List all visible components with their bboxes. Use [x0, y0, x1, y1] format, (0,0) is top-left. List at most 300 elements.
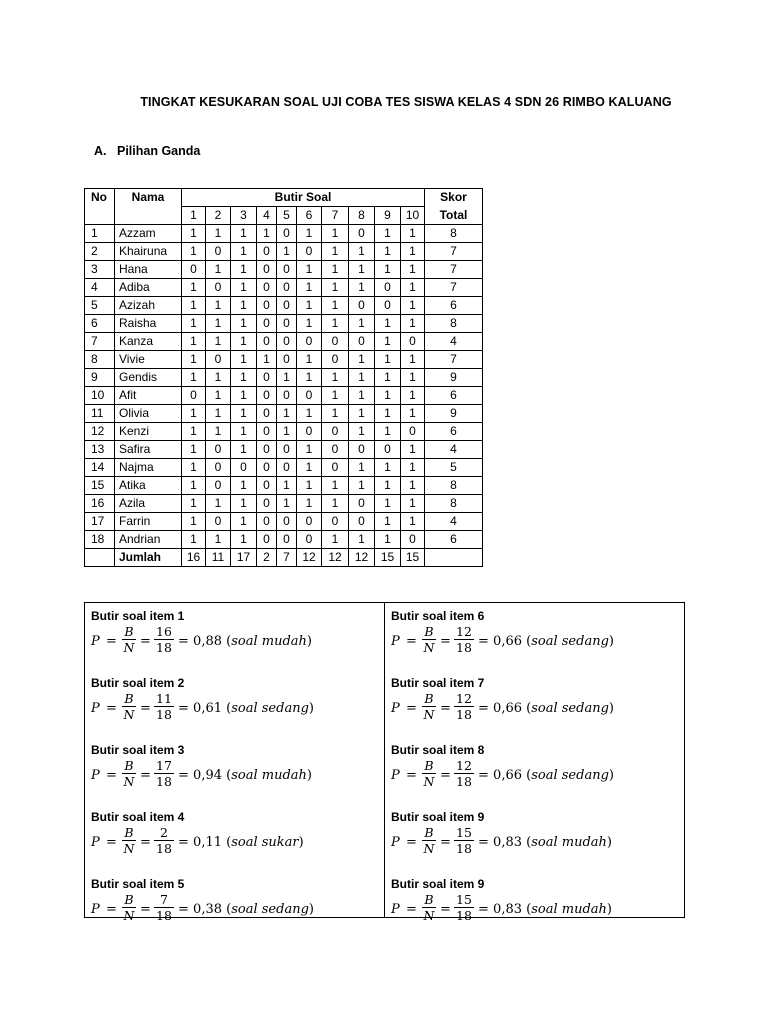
answer-cell: 0	[349, 513, 375, 531]
difficulty-value: 0,66	[493, 701, 522, 716]
equals-sign: =	[440, 701, 451, 716]
answer-cell: 1	[297, 477, 322, 495]
answer-cell: 0	[257, 513, 277, 531]
formula-heading: Butir soal item 8	[391, 743, 485, 757]
answer-cell: 0	[257, 495, 277, 513]
score-total: 8	[425, 315, 483, 333]
score-total: 8	[425, 477, 483, 495]
answer-cell: 1	[182, 513, 206, 531]
answer-cell: 1	[297, 351, 322, 369]
answer-cell: 0	[257, 243, 277, 261]
table-row	[85, 261, 483, 279]
formula-heading: Butir soal item 4	[91, 810, 185, 824]
answer-cell: 0	[206, 279, 231, 297]
fraction-denominator: 18	[156, 707, 172, 722]
formula-item	[391, 810, 681, 861]
answer-cell: 1	[401, 459, 425, 477]
fraction-values	[454, 691, 474, 722]
answer-cell: 0	[257, 279, 277, 297]
answer-cell: 1	[401, 495, 425, 513]
answer-cell: 0	[257, 405, 277, 423]
score-total: 4	[425, 513, 483, 531]
answer-cell: 0	[375, 279, 401, 297]
answer-cell: 1	[375, 261, 401, 279]
fraction-numerator: B	[424, 624, 434, 639]
item-number-header: 8	[349, 207, 375, 225]
jumlah-cell: 12	[349, 549, 375, 567]
answer-cell: 1	[401, 315, 425, 333]
row-number: 11	[85, 405, 115, 423]
equals-sign: =	[178, 902, 189, 917]
equals-sign: =	[106, 835, 117, 850]
fraction-denominator: N	[123, 640, 135, 655]
answer-cell: 0	[349, 297, 375, 315]
fraction-values	[454, 825, 474, 856]
answer-cell: 1	[401, 477, 425, 495]
answer-cell: 0	[277, 531, 297, 549]
difficulty-value: 0,61	[193, 701, 222, 716]
equals-sign: =	[478, 634, 489, 649]
fraction-denominator: 18	[156, 774, 172, 789]
difficulty-equation	[391, 825, 681, 861]
row-number: 1	[85, 225, 115, 243]
answer-cell: 1	[375, 369, 401, 387]
answer-cell: 1	[322, 261, 349, 279]
fraction-numerator: B	[424, 825, 434, 840]
equals-sign: =	[178, 835, 189, 850]
fraction-b-over-n	[122, 758, 136, 789]
result-expression: = 0,83 (soal mudah)	[478, 902, 612, 917]
formula-heading: Butir soal item 3	[91, 743, 185, 757]
answer-cell: 1	[277, 477, 297, 495]
score-total: 8	[425, 495, 483, 513]
answer-cell: 0	[206, 459, 231, 477]
difficulty-value: 0,83	[493, 835, 522, 850]
fraction-numerator: 7	[160, 892, 168, 907]
answer-cell: 1	[401, 387, 425, 405]
fraction-values	[454, 892, 474, 923]
row-number: 8	[85, 351, 115, 369]
equals-sign: =	[106, 634, 117, 649]
difficulty-equation	[91, 892, 381, 928]
answer-cell: 1	[182, 405, 206, 423]
page-title: TINGKAT KESUKARAN SOAL UJI COBA TES SISWA KELAS 4 SDN 26 RIMBO KALUANG	[140, 95, 672, 109]
answer-cell: 1	[375, 225, 401, 243]
difficulty-equation	[91, 691, 381, 727]
difficulty-category: soal mudah	[231, 768, 307, 783]
result-expression: = 0,66 (soal sedang)	[478, 634, 614, 649]
answer-cell: 1	[297, 441, 322, 459]
fraction-numerator: B	[124, 691, 134, 706]
row-number: 18	[85, 531, 115, 549]
answer-cell: 1	[231, 297, 257, 315]
fraction-values	[454, 758, 474, 789]
answer-cell: 1	[182, 459, 206, 477]
formula-item	[391, 676, 681, 727]
table-row	[85, 477, 483, 495]
answer-cell: 0	[277, 315, 297, 333]
fraction-values	[154, 691, 174, 722]
answer-cell: 1	[297, 495, 322, 513]
answer-cell: 1	[182, 423, 206, 441]
answer-cell: 1	[231, 369, 257, 387]
fraction-numerator: B	[124, 825, 134, 840]
score-table	[84, 188, 483, 567]
fraction-b-over-n	[122, 691, 136, 722]
student-name: Adiba	[115, 279, 182, 297]
fraction-b-over-n	[122, 825, 136, 856]
answer-cell: 1	[182, 225, 206, 243]
answer-cell: 1	[349, 459, 375, 477]
header-nama: Nama	[115, 189, 182, 225]
answer-cell: 1	[231, 423, 257, 441]
answer-cell: 1	[182, 351, 206, 369]
answer-cell: 1	[182, 279, 206, 297]
fraction-b-over-n	[422, 825, 436, 856]
score-total: 7	[425, 351, 483, 369]
answer-cell: 0	[401, 531, 425, 549]
answer-cell: 1	[349, 315, 375, 333]
row-number: 12	[85, 423, 115, 441]
score-total: 4	[425, 441, 483, 459]
answer-cell: 1	[297, 261, 322, 279]
answer-cell: 0	[257, 297, 277, 315]
answer-cell: 1	[401, 297, 425, 315]
equals-sign: =	[106, 902, 117, 917]
item-number-header: 6	[297, 207, 322, 225]
fraction-b-over-n	[422, 892, 436, 923]
fraction-b-over-n	[122, 624, 136, 655]
equals-sign: =	[140, 634, 151, 649]
item-number-header: 3	[231, 207, 257, 225]
answer-cell: 1	[231, 495, 257, 513]
answer-cell: 1	[277, 423, 297, 441]
difficulty-value: 0,83	[493, 902, 522, 917]
equals-sign: =	[440, 835, 451, 850]
fraction-denominator: 18	[156, 640, 172, 655]
difficulty-category: soal sedang	[531, 768, 609, 783]
answer-cell: 0	[206, 243, 231, 261]
answer-cell: 1	[231, 243, 257, 261]
table-row	[85, 405, 483, 423]
answer-cell: 0	[297, 243, 322, 261]
jumlah-cell: 16	[182, 549, 206, 567]
answer-cell: 1	[401, 279, 425, 297]
score-total: 6	[425, 297, 483, 315]
difficulty-category: soal mudah	[531, 835, 607, 850]
answer-cell: 1	[401, 261, 425, 279]
answer-cell: 1	[182, 369, 206, 387]
item-number-header: 2	[206, 207, 231, 225]
fraction-values	[154, 892, 174, 923]
fraction-b-over-n	[422, 758, 436, 789]
answer-cell: 1	[277, 243, 297, 261]
jumlah-cell: 12	[297, 549, 322, 567]
table-row	[85, 495, 483, 513]
answer-cell: 1	[322, 225, 349, 243]
difficulty-equation	[391, 691, 681, 727]
header-skor: Skor	[425, 189, 483, 207]
fraction-numerator: B	[424, 758, 434, 773]
answer-cell: 1	[375, 423, 401, 441]
result-expression: = 0,66 (soal sedang)	[478, 768, 614, 783]
fraction-denominator: 18	[456, 841, 472, 856]
answer-cell: 0	[349, 225, 375, 243]
answer-cell: 1	[231, 441, 257, 459]
difficulty-category: soal sukar	[231, 835, 299, 850]
section-label: Pilihan Ganda	[117, 144, 201, 158]
answer-cell: 1	[206, 423, 231, 441]
answer-cell: 0	[277, 459, 297, 477]
fraction-denominator: N	[123, 908, 135, 923]
jumlah-blank	[85, 549, 115, 567]
difficulty-value: 0,88	[193, 634, 222, 649]
row-number: 13	[85, 441, 115, 459]
student-name: Khairuna	[115, 243, 182, 261]
item-number-header: 9	[375, 207, 401, 225]
formula-heading: Butir soal item 1	[91, 609, 185, 623]
equals-sign: =	[106, 701, 117, 716]
answer-cell: 0	[322, 441, 349, 459]
equals-sign: =	[140, 768, 151, 783]
answer-cell: 0	[322, 423, 349, 441]
row-number: 9	[85, 369, 115, 387]
answer-cell: 1	[182, 297, 206, 315]
answer-cell: 1	[206, 369, 231, 387]
answer-cell: 1	[182, 531, 206, 549]
student-name: Azila	[115, 495, 182, 513]
answer-cell: 1	[322, 531, 349, 549]
answer-cell: 0	[257, 387, 277, 405]
answer-cell: 1	[206, 405, 231, 423]
answer-cell: 1	[375, 477, 401, 495]
answer-cell: 0	[277, 261, 297, 279]
answer-cell: 1	[231, 333, 257, 351]
result-expression: = 0,38 (soal sedang)	[178, 902, 314, 917]
answer-cell: 0	[322, 333, 349, 351]
row-number: 7	[85, 333, 115, 351]
equals-sign: =	[406, 701, 417, 716]
answer-cell: 1	[401, 513, 425, 531]
table-row	[85, 279, 483, 297]
student-name: Afit	[115, 387, 182, 405]
fraction-denominator: 18	[456, 707, 472, 722]
table-row	[85, 315, 483, 333]
answer-cell: 1	[257, 225, 277, 243]
answer-cell: 1	[349, 477, 375, 495]
answer-cell: 1	[322, 477, 349, 495]
answer-cell: 0	[401, 423, 425, 441]
answer-cell: 1	[297, 369, 322, 387]
answer-cell: 1	[231, 531, 257, 549]
difficulty-category: soal sedang	[531, 701, 609, 716]
fraction-numerator: 12	[456, 624, 472, 639]
answer-cell: 1	[375, 333, 401, 351]
answer-cell: 1	[277, 495, 297, 513]
formula-heading: Butir soal item 5	[91, 877, 185, 891]
score-total: 4	[425, 333, 483, 351]
fraction-values	[454, 624, 474, 655]
jumlah-cell: 17	[231, 549, 257, 567]
p-symbol: P	[91, 902, 100, 917]
answer-cell: 1	[349, 261, 375, 279]
formula-item	[391, 609, 681, 660]
answer-cell: 1	[322, 315, 349, 333]
answer-cell: 0	[297, 387, 322, 405]
table-row	[85, 531, 483, 549]
formula-heading: Butir soal item 6	[391, 609, 485, 623]
answer-cell: 1	[206, 495, 231, 513]
answer-cell: 0	[277, 387, 297, 405]
p-symbol: P	[391, 701, 400, 716]
score-total: 6	[425, 387, 483, 405]
answer-cell: 0	[182, 261, 206, 279]
table-row	[85, 513, 483, 531]
difficulty-value: 0,66	[493, 768, 522, 783]
table-row	[85, 441, 483, 459]
formula-item	[91, 743, 381, 794]
result-expression: = 0,66 (soal sedang)	[478, 701, 614, 716]
answer-cell: 1	[375, 531, 401, 549]
answer-cell: 1	[401, 405, 425, 423]
formula-heading: Butir soal item 7	[391, 676, 485, 690]
equals-sign: =	[440, 768, 451, 783]
p-symbol: P	[391, 835, 400, 850]
fraction-b-over-n	[122, 892, 136, 923]
fraction-numerator: 2	[160, 825, 168, 840]
fraction-denominator: N	[123, 841, 135, 856]
answer-cell: 0	[257, 531, 277, 549]
answer-cell: 1	[231, 225, 257, 243]
fraction-numerator: 15	[456, 892, 472, 907]
item-number-header: 7	[322, 207, 349, 225]
equals-sign: =	[440, 634, 451, 649]
jumlah-cell: 15	[401, 549, 425, 567]
fraction-denominator: N	[123, 707, 135, 722]
answer-cell: 0	[257, 369, 277, 387]
header-butir-soal: Butir Soal	[182, 189, 425, 207]
fraction-numerator: B	[424, 892, 434, 907]
fraction-denominator: 18	[156, 908, 172, 923]
formula-heading: Butir soal item 9	[391, 877, 485, 891]
answer-cell: 1	[349, 243, 375, 261]
student-name: Safira	[115, 441, 182, 459]
jumlah-row	[85, 549, 483, 567]
fraction-numerator: 15	[456, 825, 472, 840]
difficulty-category: soal sedang	[531, 634, 609, 649]
score-total: 7	[425, 261, 483, 279]
score-total: 9	[425, 405, 483, 423]
result-expression: = 0,83 (soal mudah)	[478, 835, 612, 850]
formula-item	[391, 743, 681, 794]
answer-cell: 1	[322, 405, 349, 423]
item-number-header: 1	[182, 207, 206, 225]
answer-cell: 1	[322, 243, 349, 261]
formula-item	[91, 609, 381, 660]
student-name: Farrin	[115, 513, 182, 531]
equals-sign: =	[140, 835, 151, 850]
answer-cell: 1	[231, 279, 257, 297]
answer-cell: 1	[401, 369, 425, 387]
equals-sign: =	[478, 902, 489, 917]
fraction-denominator: 18	[456, 908, 472, 923]
student-name: Najma	[115, 459, 182, 477]
difficulty-equation	[91, 758, 381, 794]
answer-cell: 1	[206, 225, 231, 243]
answer-cell: 1	[375, 405, 401, 423]
fraction-numerator: B	[124, 624, 134, 639]
answer-cell: 1	[375, 315, 401, 333]
answer-cell: 1	[322, 495, 349, 513]
row-number: 16	[85, 495, 115, 513]
result-expression: = 0,94 (soal mudah)	[178, 768, 312, 783]
answer-cell: 1	[322, 279, 349, 297]
jumlah-total-blank	[425, 549, 483, 567]
formula-item	[391, 877, 681, 928]
student-name: Raisha	[115, 315, 182, 333]
formula-item	[91, 810, 381, 861]
student-name: Azizah	[115, 297, 182, 315]
answer-cell: 1	[375, 243, 401, 261]
answer-cell: 1	[231, 351, 257, 369]
p-symbol: P	[91, 634, 100, 649]
answer-cell: 1	[182, 441, 206, 459]
jumlah-cell: 15	[375, 549, 401, 567]
header-no: No	[85, 189, 115, 225]
answer-cell: 1	[182, 243, 206, 261]
difficulty-category: soal sedang	[231, 701, 309, 716]
equals-sign: =	[406, 902, 417, 917]
fraction-denominator: 18	[156, 841, 172, 856]
answer-cell: 1	[231, 405, 257, 423]
fraction-b-over-n	[422, 624, 436, 655]
answer-cell: 0	[257, 315, 277, 333]
answer-cell: 1	[206, 387, 231, 405]
row-number: 2	[85, 243, 115, 261]
p-symbol: P	[91, 835, 100, 850]
answer-cell: 0	[375, 297, 401, 315]
p-symbol: P	[391, 902, 400, 917]
score-total: 5	[425, 459, 483, 477]
section-heading	[94, 144, 200, 158]
difficulty-equation	[91, 624, 381, 660]
student-name: Vivie	[115, 351, 182, 369]
difficulty-equation	[391, 624, 681, 660]
fraction-numerator: B	[424, 691, 434, 706]
section-letter: A.	[94, 144, 107, 158]
difficulty-category: soal sedang	[231, 902, 309, 917]
answer-cell: 0	[277, 351, 297, 369]
equals-sign: =	[406, 634, 417, 649]
answer-cell: 0	[182, 387, 206, 405]
item-number-header: 10	[401, 207, 425, 225]
answer-cell: 1	[206, 297, 231, 315]
answer-cell: 0	[277, 441, 297, 459]
fraction-numerator: 12	[456, 758, 472, 773]
answer-cell: 0	[297, 333, 322, 351]
equals-sign: =	[178, 768, 189, 783]
answer-cell: 1	[349, 405, 375, 423]
table-row	[85, 333, 483, 351]
table-row	[85, 297, 483, 315]
answer-cell: 0	[322, 351, 349, 369]
answer-cell: 1	[375, 513, 401, 531]
fraction-values	[154, 624, 174, 655]
fraction-denominator: N	[123, 774, 135, 789]
answer-cell: 1	[206, 333, 231, 351]
difficulty-value: 0,38	[193, 902, 222, 917]
answer-cell: 0	[257, 477, 277, 495]
